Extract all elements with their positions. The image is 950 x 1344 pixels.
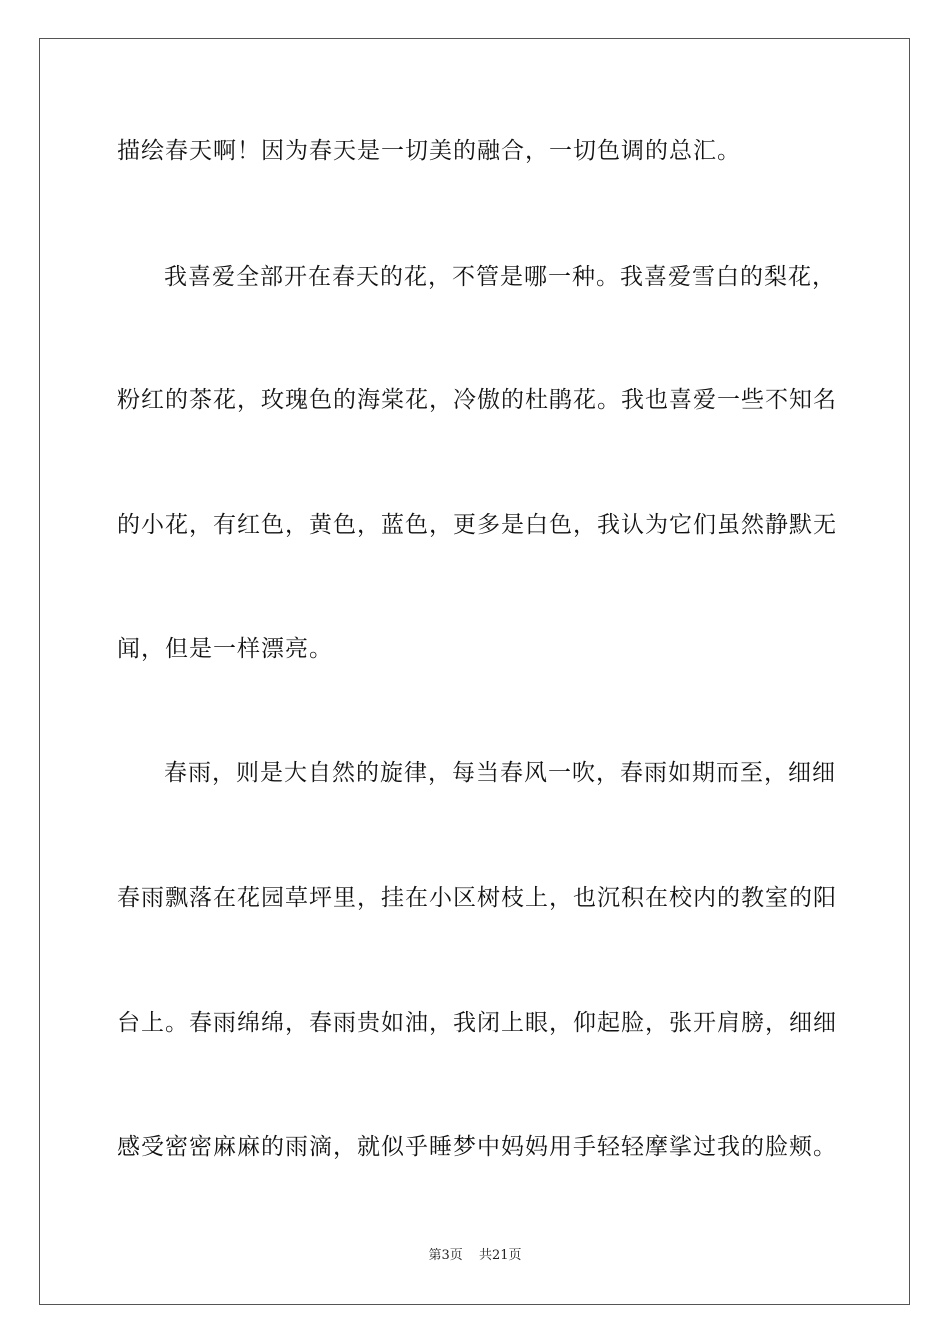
- text-line-9: 感受密密麻麻的雨滴，就似乎睡梦中妈妈用手轻轻摩挲过我的脸颊。: [117, 1134, 837, 1160]
- text-line-4: 的小花，有红色，黄色，蓝色，更多是白色，我认为它们虽然静默无: [117, 512, 837, 538]
- page-footer: [0, 1247, 950, 1265]
- page-total: 共21页: [478, 1248, 522, 1263]
- text-line-8: 台上。春雨绵绵，春雨贵如油，我闭上眼，仰起脸，张开肩膀，细细: [117, 1010, 837, 1036]
- text-line-6: 春雨，则是大自然的旋律，每当春风一吹，春雨如期而至，细细: [164, 760, 836, 786]
- text-line-5: 闻，但是一样漂亮。: [117, 636, 333, 662]
- text-line-7: 春雨飘落在花园草坪里，挂在小区树枝上，也沉积在校内的教室的阳: [117, 885, 837, 911]
- text-line-2: 我喜爱全部开在春天的花，不管是哪一种。我喜爱雪白的梨花，: [164, 264, 836, 290]
- text-line-3: 粉红的茶花，玫瑰色的海棠花，冷傲的杜鹃花。我也喜爱一些不知名: [117, 387, 837, 413]
- page-number: 第3页: [428, 1248, 463, 1263]
- page-frame: [39, 38, 910, 1305]
- text-line-1: 描绘春天啊！因为春天是一切美的融合，一切色调的总汇。: [117, 138, 741, 164]
